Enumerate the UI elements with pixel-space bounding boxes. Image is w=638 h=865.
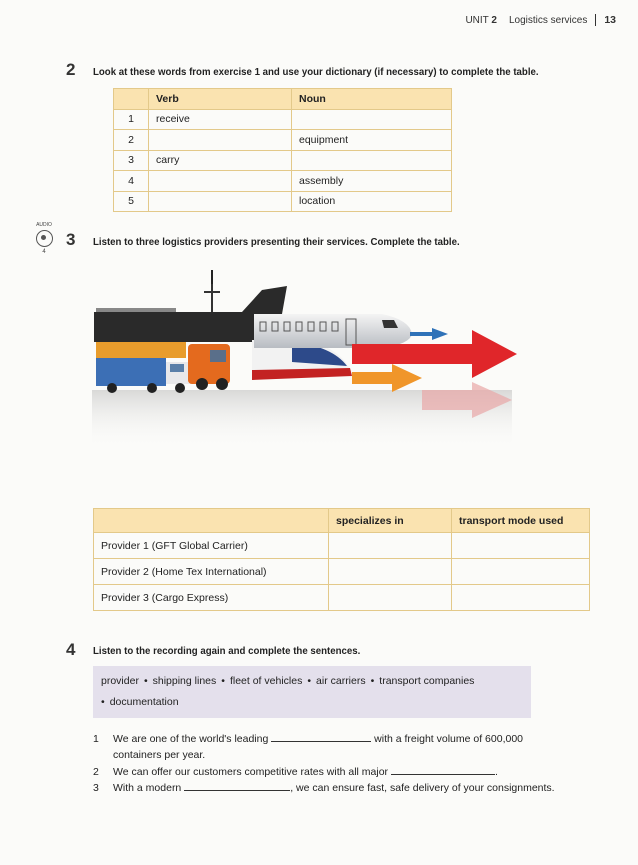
- specializes-cell[interactable]: [329, 559, 452, 585]
- exercise-2-instruction: Look at these words from exercise 1 and use your dictionary (if necessary) to complete the table.: [93, 66, 539, 78]
- transport-modes-illustration: [92, 262, 522, 462]
- table-row: [114, 150, 452, 171]
- noun-cell[interactable]: [292, 150, 452, 171]
- answer-blank[interactable]: [184, 780, 290, 791]
- exercise-3-number: 3: [66, 230, 76, 249]
- word-item: fleet of vehicles: [229, 675, 303, 687]
- table-row: [94, 585, 590, 611]
- word-item: documentation: [109, 696, 179, 708]
- sentence-number: 3: [93, 782, 99, 794]
- answer-blank[interactable]: [391, 764, 495, 775]
- sentence-text: We can offer our customers competitive rates with all major: [113, 766, 389, 778]
- transport-mode-cell[interactable]: [452, 533, 590, 559]
- row-number: 2: [114, 130, 149, 151]
- bullet-icon: •: [221, 675, 225, 687]
- sentence-text: We are one of the world's leading: [113, 733, 269, 745]
- sentence-text: , we can ensure fast, safe delivery of your consignments.: [290, 782, 555, 794]
- bullet-icon: •: [101, 696, 105, 708]
- sentence-1: [93, 731, 563, 763]
- row-number: 4: [114, 171, 149, 192]
- verb-cell[interactable]: [149, 171, 292, 192]
- verb-cell[interactable]: [149, 130, 292, 151]
- table-header-number: [114, 89, 149, 110]
- transport-mode-cell[interactable]: [452, 585, 590, 611]
- provider-cell: Provider 2 (Home Tex International): [94, 559, 329, 585]
- table-header-noun: Noun: [292, 89, 452, 110]
- table-header-verb: Verb: [149, 89, 292, 110]
- cd-icon: [36, 230, 53, 247]
- transport-mode-cell[interactable]: [452, 559, 590, 585]
- table-header-row: [94, 509, 590, 533]
- answer-blank[interactable]: [271, 731, 371, 742]
- section-title: Logistics services: [508, 14, 588, 26]
- table-header-specializes: specializes in: [329, 509, 452, 533]
- running-header: [465, 14, 616, 26]
- specializes-cell[interactable]: [329, 533, 452, 559]
- specializes-cell[interactable]: [329, 585, 452, 611]
- provider-cell: Provider 3 (Cargo Express): [94, 585, 329, 611]
- noun-cell[interactable]: assembly: [292, 171, 452, 192]
- word-item: air carriers: [316, 675, 366, 687]
- verb-cell[interactable]: [149, 191, 292, 212]
- table-row: [94, 533, 590, 559]
- verb-cell[interactable]: carry: [149, 150, 292, 171]
- table-header-transport-mode: transport mode used: [452, 509, 590, 533]
- exercise-2-number: 2: [66, 60, 76, 79]
- bullet-icon: •: [370, 675, 375, 687]
- row-number: 5: [114, 191, 149, 212]
- row-number: 1: [114, 109, 149, 130]
- sentence-text: With a modern: [113, 782, 182, 794]
- row-number: 3: [114, 150, 149, 171]
- airplane-icon: [254, 314, 412, 348]
- noun-cell[interactable]: equipment: [292, 130, 452, 151]
- noun-cell[interactable]: [292, 109, 452, 130]
- sentence-number: 1: [93, 733, 99, 745]
- table-row: [114, 130, 452, 151]
- audio-label: AUDIO: [36, 222, 52, 228]
- table-header-row: [114, 89, 452, 110]
- word-item: transport companies: [379, 675, 475, 687]
- bullet-icon: •: [307, 675, 312, 687]
- sentence-text: with a freight volume of 600,000: [374, 733, 524, 745]
- sentence-number: 2: [93, 766, 99, 778]
- bullet-icon: •: [143, 675, 148, 687]
- exercise-3-instruction: Listen to three logistics providers presenting their services. Complete the table.: [93, 236, 460, 248]
- truck-icon: [96, 342, 192, 393]
- table-row: [114, 191, 452, 212]
- noun-cell[interactable]: location: [292, 191, 452, 212]
- table-header-provider: [94, 509, 329, 533]
- sentence-text: containers per year.: [113, 749, 206, 761]
- sentence-text: .: [494, 766, 498, 778]
- word-item: provider: [101, 675, 139, 687]
- word-box: [93, 666, 531, 718]
- table-row: [114, 171, 452, 192]
- exercise-4-number: 4: [66, 640, 76, 659]
- verb-cell[interactable]: receive: [149, 109, 292, 130]
- verb-noun-table: [113, 88, 452, 212]
- audio-marker[interactable]: [33, 222, 55, 255]
- sentence-2: [93, 764, 498, 780]
- van-icon: [188, 344, 230, 390]
- provider-cell: Provider 1 (GFT Global Carrier): [94, 533, 329, 559]
- exercise-4-instruction: Listen to the recording again and complete the sentences.: [93, 645, 361, 657]
- word-item: shipping lines: [152, 675, 217, 687]
- page-number: 13: [604, 14, 616, 26]
- providers-table: [93, 508, 590, 611]
- table-row: [114, 109, 452, 130]
- table-row: [94, 559, 590, 585]
- header-divider: [595, 14, 596, 26]
- audio-track-number: 4: [42, 249, 46, 255]
- sentence-3: [93, 780, 555, 796]
- unit-label: UNIT 2: [465, 14, 497, 26]
